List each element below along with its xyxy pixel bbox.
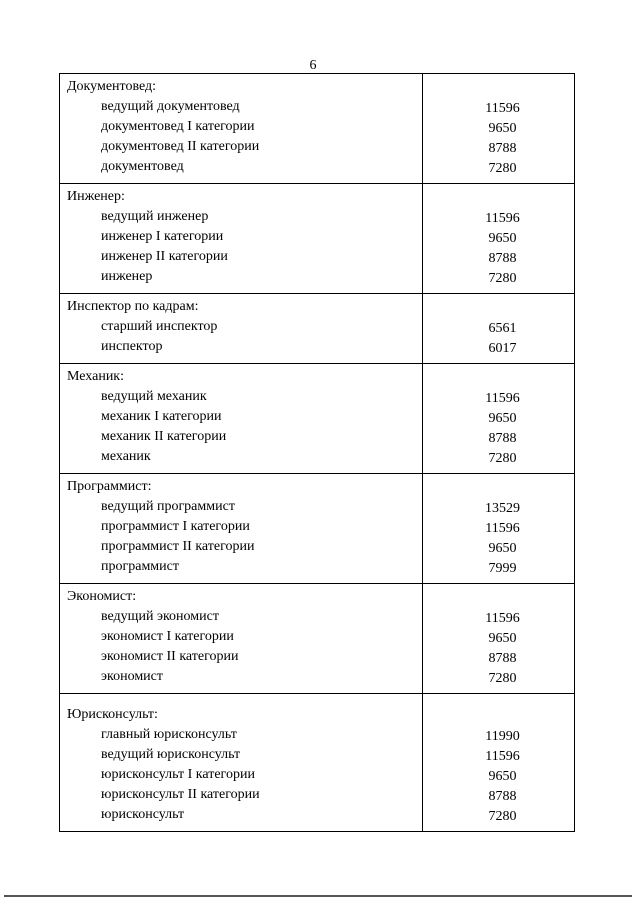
group-title: Механик: bbox=[67, 369, 124, 384]
position-cell bbox=[60, 474, 423, 584]
salary-value: 13529 bbox=[485, 501, 520, 516]
position-name: инженер I категории bbox=[101, 229, 224, 244]
salary-value: 6561 bbox=[488, 321, 517, 336]
position-cell bbox=[60, 694, 423, 832]
position-cell bbox=[60, 74, 423, 184]
position-name: программист II категории bbox=[101, 539, 255, 554]
group-row bbox=[60, 474, 575, 584]
group-title: Программист: bbox=[67, 479, 152, 494]
salary-value: 11596 bbox=[485, 521, 520, 536]
salary-cell bbox=[423, 584, 575, 694]
position-name: программист bbox=[101, 559, 179, 574]
group-title: Юрисконсульт: bbox=[67, 707, 158, 722]
position-name: документовед II категории bbox=[101, 139, 260, 154]
salary-value: 11596 bbox=[485, 391, 520, 406]
salary-cell bbox=[423, 474, 575, 584]
salary-value: 7280 bbox=[488, 161, 517, 176]
group-row bbox=[60, 364, 575, 474]
salary-value: 8788 bbox=[488, 141, 517, 156]
position-name: документовед bbox=[101, 159, 184, 174]
group-title: Инженер: bbox=[67, 189, 125, 204]
salary-value: 9650 bbox=[488, 769, 517, 784]
position-cell bbox=[60, 184, 423, 294]
salary-value: 8788 bbox=[488, 651, 517, 666]
salary-value: 8788 bbox=[488, 431, 517, 446]
group-row bbox=[60, 694, 575, 832]
position-name: ведущий программист bbox=[101, 499, 235, 514]
position-name: экономист II категории bbox=[101, 649, 239, 664]
position-name: старший инспектор bbox=[101, 319, 218, 334]
salary-value: 7280 bbox=[488, 671, 517, 686]
salary-cell bbox=[423, 74, 575, 184]
position-name: инженер bbox=[101, 269, 153, 284]
group-row bbox=[60, 74, 575, 184]
salary-value: 8788 bbox=[488, 789, 517, 804]
salary-value: 9650 bbox=[488, 121, 517, 136]
salary-value: 9650 bbox=[488, 541, 517, 556]
salary-value: 11596 bbox=[485, 749, 520, 764]
position-cell bbox=[60, 364, 423, 474]
salary-value: 11596 bbox=[485, 101, 520, 116]
position-name: экономист bbox=[101, 669, 164, 684]
salary-value: 7280 bbox=[488, 809, 517, 824]
group-row bbox=[60, 584, 575, 694]
bottom-rule bbox=[4, 895, 632, 897]
salary-cell bbox=[423, 694, 575, 832]
position-name: ведущий механик bbox=[101, 389, 207, 404]
group-title: Документовед: bbox=[67, 79, 157, 94]
position-name: ведущий инженер bbox=[101, 209, 209, 224]
salary-cell bbox=[423, 294, 575, 364]
salary-value: 9650 bbox=[488, 411, 517, 426]
position-name: главный юрисконсульт bbox=[101, 727, 237, 742]
salary-cell bbox=[423, 364, 575, 474]
position-name: экономист I категории bbox=[101, 629, 234, 644]
salary-value: 11596 bbox=[485, 211, 520, 226]
position-name: ведущий юрисконсульт bbox=[101, 747, 241, 762]
position-name: ведущий экономист bbox=[101, 609, 219, 624]
position-name: юрисконсульт II категории bbox=[101, 787, 260, 802]
group-title: Экономист: bbox=[67, 589, 137, 604]
position-cell bbox=[60, 584, 423, 694]
salary-value: 9650 bbox=[488, 231, 517, 246]
position-name: программист I категории bbox=[101, 519, 250, 534]
salary-cell bbox=[423, 184, 575, 294]
group-row bbox=[60, 184, 575, 294]
group-title: Инспектор по кадрам: bbox=[67, 299, 199, 314]
position-name: юрисконсульт bbox=[101, 807, 185, 822]
salary-value: 11596 bbox=[485, 611, 520, 626]
position-name: ведущий документовед bbox=[101, 99, 240, 114]
position-name: механик I категории bbox=[101, 409, 222, 424]
salary-table-body bbox=[60, 74, 575, 832]
salary-value: 7280 bbox=[488, 271, 517, 286]
salary-value: 11990 bbox=[485, 729, 520, 744]
position-name: механик II категории bbox=[101, 429, 227, 444]
position-name: инженер II категории bbox=[101, 249, 228, 264]
page-number: 6 bbox=[309, 58, 317, 73]
salary-table bbox=[59, 73, 575, 832]
position-name: юрисконсульт I категории bbox=[101, 767, 255, 782]
position-name: документовед I категории bbox=[101, 119, 255, 134]
salary-value: 7999 bbox=[488, 561, 517, 576]
position-cell bbox=[60, 294, 423, 364]
position-name: механик bbox=[101, 449, 151, 464]
salary-value: 9650 bbox=[488, 631, 517, 646]
group-row bbox=[60, 294, 575, 364]
salary-value: 8788 bbox=[488, 251, 517, 266]
position-name: инспектор bbox=[101, 339, 163, 354]
salary-value: 6017 bbox=[488, 341, 517, 356]
salary-value: 7280 bbox=[488, 451, 517, 466]
